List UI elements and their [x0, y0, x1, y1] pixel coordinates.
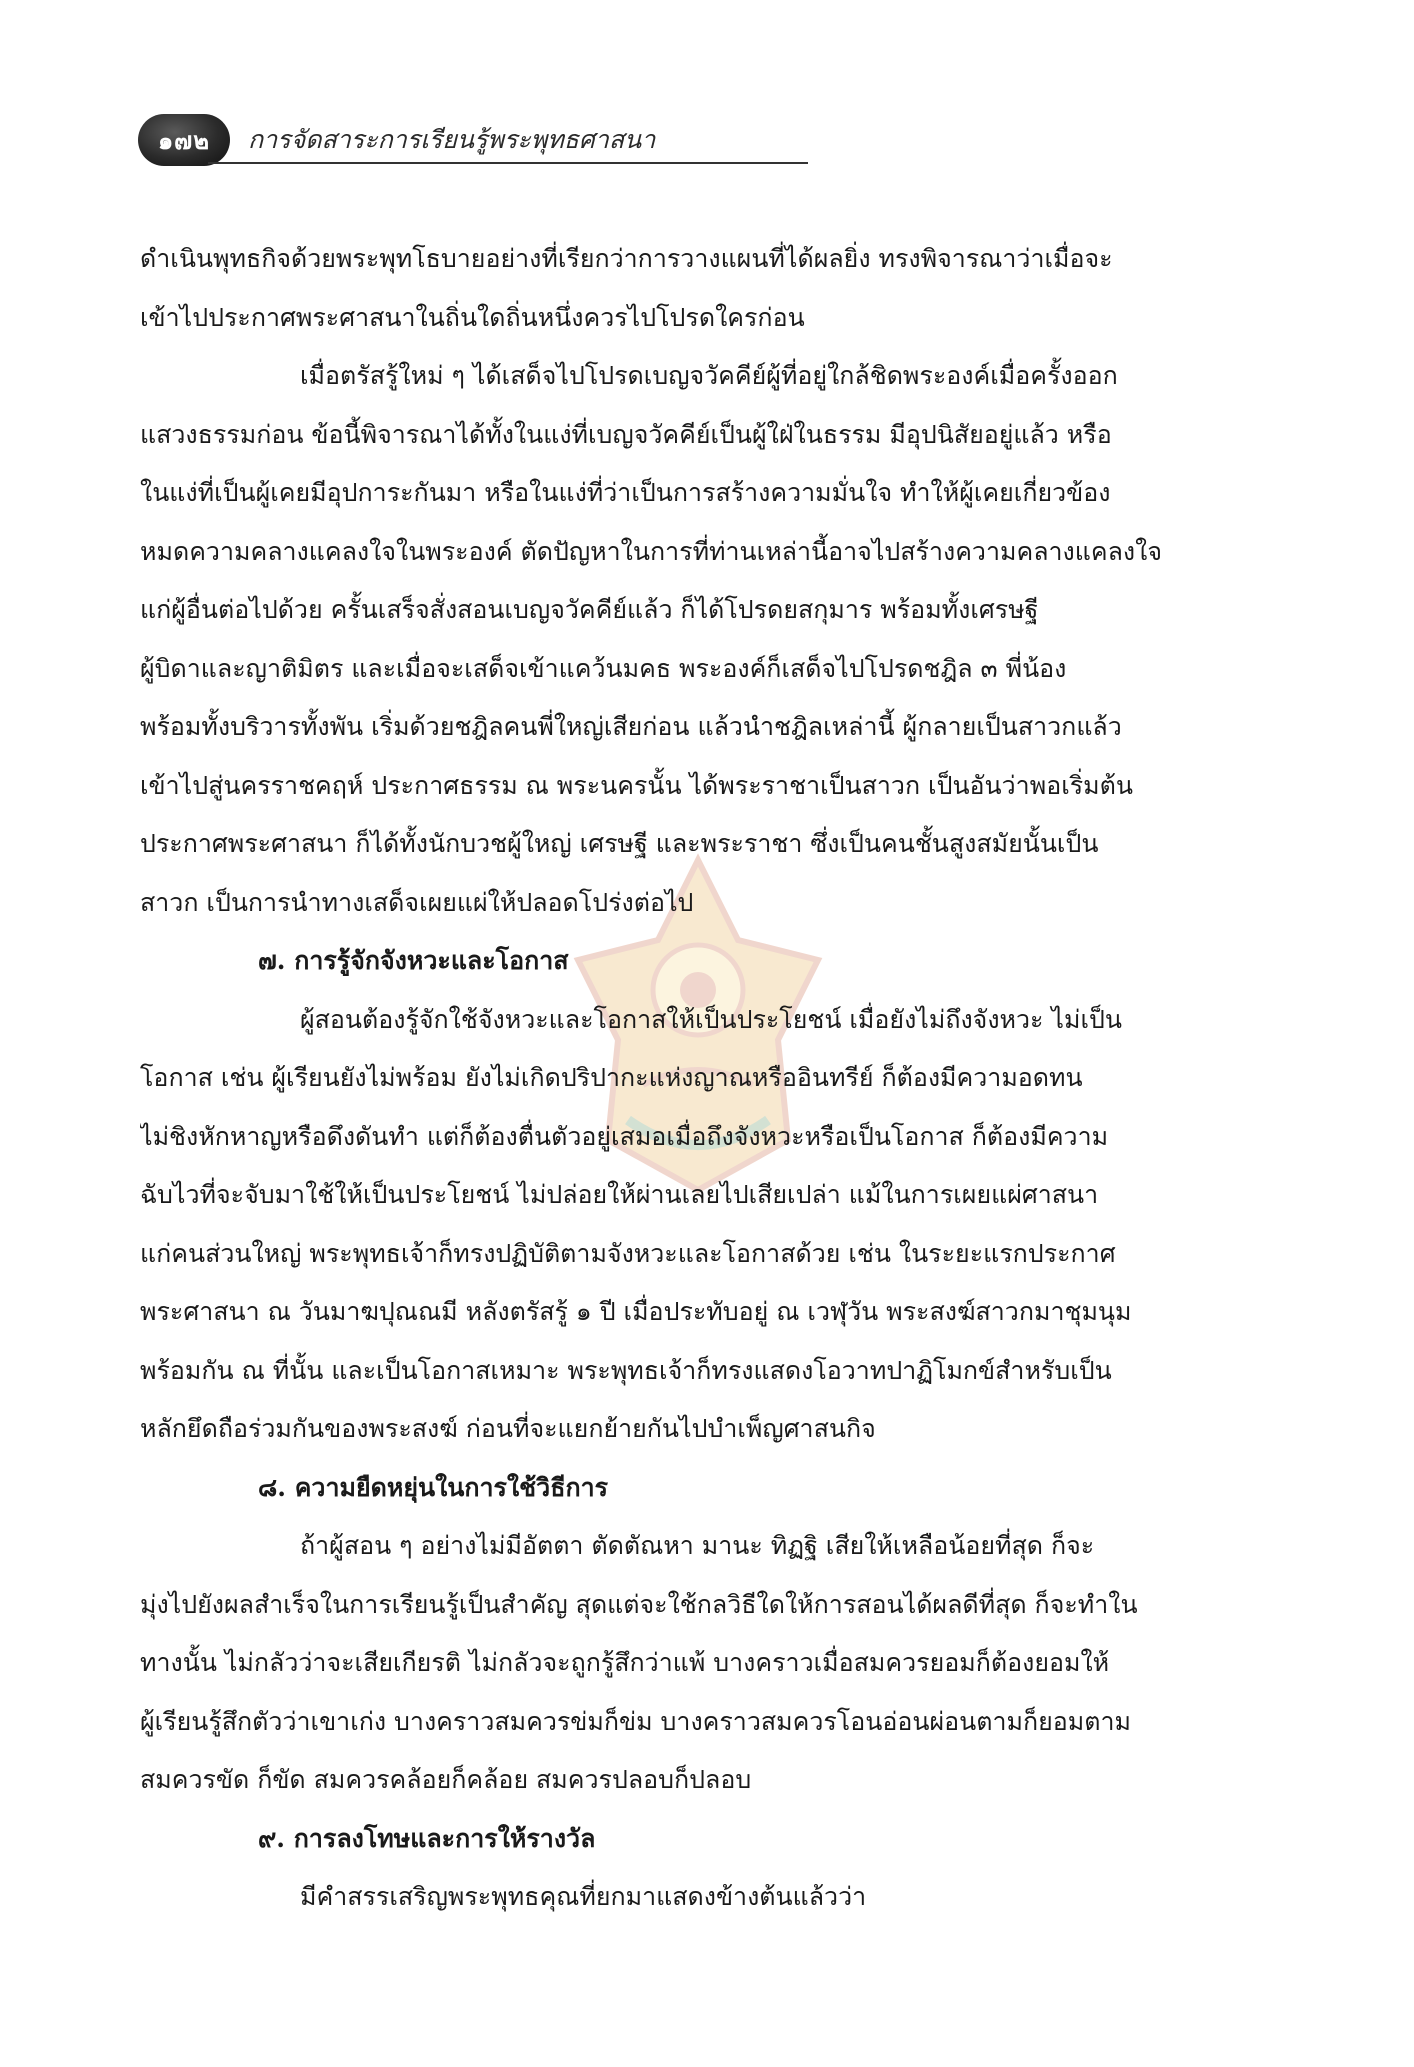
- text-line: ผู้สอนต้องรู้จักใช้จังหวะและโอกาสให้เป็นประโยชน์ เมื่อยังไม่ถึงจังหวะ ไม่เป็น: [300, 1004, 1122, 1034]
- text-line: หลักยึดถือร่วมกันของพระสงฆ์ ก่อนที่จะแยกย้ายกันไปบำเพ็ญศาสนกิจ: [140, 1414, 876, 1443]
- text-line: ฉับไวที่จะจับมาใช้ให้เป็นประโยชน์ ไม่ปล่อยให้ผ่านเลยไปเสียเปล่า แม้ในการเผยแผ่ศาสนา: [140, 1180, 1099, 1209]
- section-heading-7: ๗. การรู้จักจังหวะและโอกาส: [258, 946, 569, 975]
- body-text: [140, 230, 1275, 1927]
- section-heading-9: ๙. การลงโทษและการให้รางวัล: [258, 1823, 596, 1853]
- page-number-badge: ๑๗๒: [138, 114, 230, 166]
- text-line: แก่ผู้อื่นต่อไปด้วย ครั้นเสร็จสั่งสอนเบญจวัคคีย์แล้ว ก็ได้โปรดยสกุมาร พร้อมทั้งเศรษฐี: [140, 595, 1039, 624]
- text-line: สมควรขัด ก็ขัด สมควรคล้อยก็คล้อย สมควรปลอบก็ปลอบ: [140, 1765, 752, 1794]
- text-line: เข้าไปสู่นครราชคฤห์ ประกาศธรรม ณ พระนครนั้น ได้พระราชาเป็นสาวก เป็นอันว่าพอเริ่มต้น: [140, 770, 1133, 800]
- text-line: ทางนั้น ไม่กลัวว่าจะเสียเกียรติ ไม่กลัวจะถูกรู้สึกว่าแพ้ บางคราวเมื่อสมควรยอมก็ต้องยอมให้: [140, 1648, 1110, 1677]
- text-line: แสวงธรรมก่อน ข้อนี้พิจารณาได้ทั้งในแง่ที่เบญจวัคคีย์เป็นผู้ใฝ่ในธรรม มีอุปนิสัยอยู่แล้ว หรือ: [140, 419, 1112, 449]
- text-line: ผู้เรียนรู้สึกตัวว่าเขาเก่ง บางคราวสมควรข่มก็ข่ม บางคราวสมควรโอนอ่อนผ่อนตามก็ยอมตาม: [140, 1706, 1131, 1736]
- text-line: ในแง่ที่เป็นผู้เคยมีอุปการะกันมา หรือในแง่ที่ว่าเป็นการสร้างความมั่นใจ ทำให้ผู้เคยเกี่ยวข้อง: [140, 478, 1111, 507]
- text-line: ประกาศพระศาสนา ก็ได้ทั้งนักบวชผู้ใหญ่ เศรษฐี และพระราชา ซึ่งเป็นคนชั้นสูงสมัยนั้นเป็น: [140, 829, 1099, 858]
- text-line: เมื่อตรัสรู้ใหม่ ๆ ได้เสด็จไปโปรดเบญจวัคคีย์ผู้ที่อยู่ใกล้ชิดพระองค์เมื่อครั้งออก: [300, 361, 1118, 390]
- text-line: เข้าไปประกาศพระศาสนาในถิ่นใดถิ่นหนึ่งควรไปโปรดใครก่อน: [140, 302, 805, 332]
- book-title: การจัดสาระการเรียนรู้พระพุทธศาสนา: [248, 125, 656, 154]
- text-line: ผู้บิดาและญาติมิตร และเมื่อจะเสด็จเข้าแคว้นมคธ พระองค์ก็เสด็จไปโปรดชฎิล ๓ พี่น้อง: [140, 653, 1067, 683]
- text-line: โอกาส เช่น ผู้เรียนยังไม่พร้อม ยังไม่เกิดปริปากะแห่งญาณหรืออินทรีย์ ก็ต้องมีความอดทน: [140, 1063, 1083, 1092]
- text-line: พระศาสนา ณ วันมาฆปุณณมี หลังตรัสรู้ ๑ ปี เมื่อประทับอยู่ ณ เวฬุวัน พระสงฆ์สาวกมาชุมนุม: [140, 1297, 1132, 1326]
- running-header: [138, 112, 678, 168]
- text-line: ถ้าผู้สอน ๆ อย่างไม่มีอัตตา ตัดตัณหา มานะ ทิฏฐิ เสียให้เหลือน้อยที่สุด ก็จะ: [300, 1531, 1095, 1560]
- header-rule: [208, 162, 808, 164]
- text-line: หมดความคลางแคลงใจในพระองค์ ตัดปัญหาในการที่ท่านเหล่านี้อาจไปสร้างความคลางแคลงใจ: [140, 536, 1162, 566]
- text-line: พร้อมกัน ณ ที่นั้น และเป็นโอกาสเหมาะ พระพุทธเจ้าก็ทรงแสดงโอวาทปาฏิโมกข์สำหรับเป็น: [140, 1355, 1112, 1385]
- text-line: สาวก เป็นการนำทางเสด็จเผยแผ่ให้ปลอดโปร่งต่อไป: [140, 887, 694, 917]
- text-line: มีคำสรรเสริญพระพุทธคุณที่ยกมาแสดงข้างต้นแล้วว่า: [300, 1882, 867, 1911]
- text-line: พร้อมทั้งบริวารทั้งพัน เริ่มด้วยชฎิลคนพี่ใหญ่เสียก่อน แล้วนำชฎิลเหล่านี้ ผู้กลายเป็นสาวกแล้ว: [140, 712, 1122, 741]
- text-line: ดำเนินพุทธกิจด้วยพระพุทโธบายอย่างที่เรียกว่าการวางแผนที่ได้ผลยิ่ง ทรงพิจารณาว่าเมื่อจะ: [140, 244, 1113, 273]
- text-line: มุ่งไปยังผลสำเร็จในการเรียนรู้เป็นสำคัญ สุดแต่จะใช้กลวิธีใดให้การสอนได้ผลดีที่สุด ก็จะทำใน: [140, 1589, 1138, 1619]
- text-line: ไม่ชิงหักหาญหรือดึงดันทำ แต่ก็ต้องตื่นตัวอยู่เสมอเมื่อถึงจังหวะหรือเป็นโอกาส ก็ต้องมีความ: [140, 1121, 1109, 1151]
- text-line: แก่คนส่วนใหญ่ พระพุทธเจ้าก็ทรงปฏิบัติตามจังหวะและโอกาสด้วย เช่น ในระยะแรกประกาศ: [140, 1238, 1116, 1268]
- section-heading-8: ๘. ความยืดหยุ่นในการใช้วิธีการ: [258, 1472, 609, 1502]
